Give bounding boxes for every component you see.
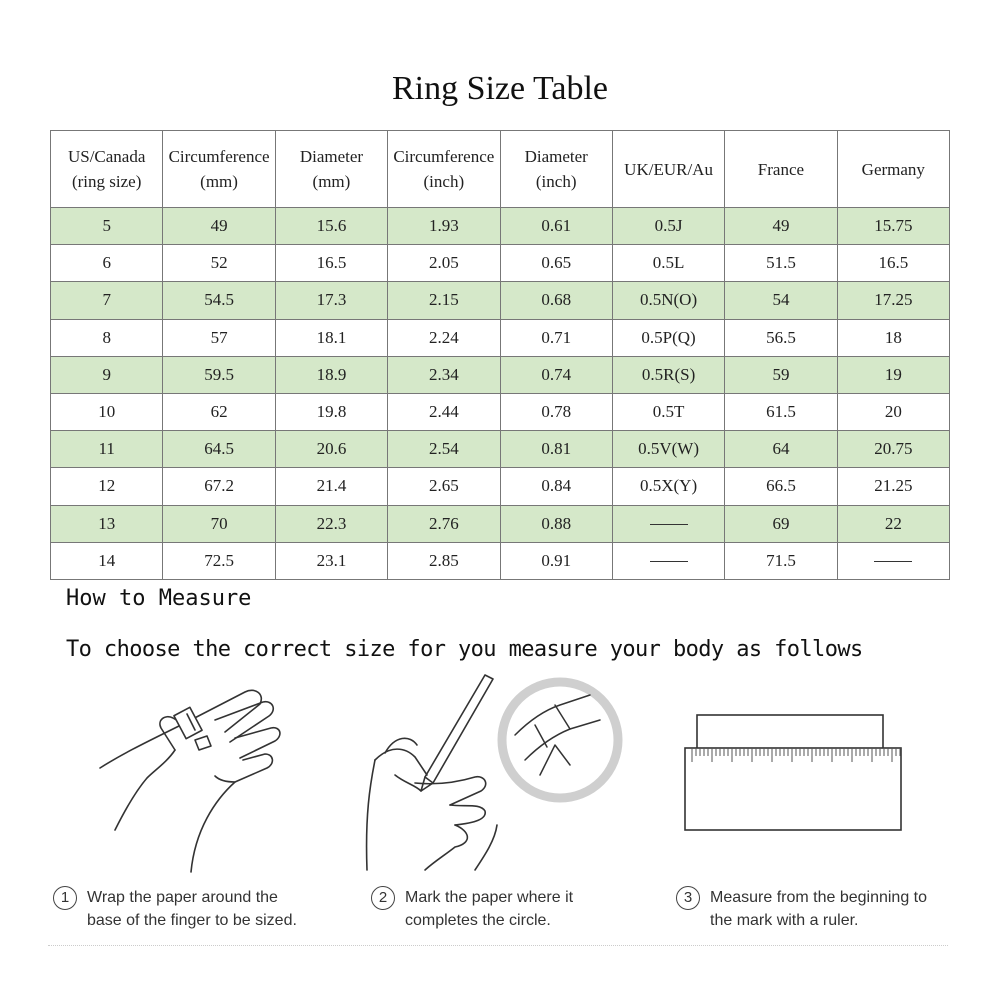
cell-diameter-mm: 17.3 [275, 282, 387, 319]
cell-diameter-mm: 16.5 [275, 245, 387, 282]
footer-divider [48, 945, 948, 946]
cell-germany: 21.25 [837, 468, 949, 505]
table-header-row [51, 131, 950, 208]
cell-us-canada: 13 [51, 505, 163, 542]
dash-mark [874, 561, 912, 562]
ring-size-table [50, 130, 950, 580]
cell-france: 71.5 [725, 542, 837, 579]
pen-mark-paper-illustration [355, 665, 625, 875]
cell-us-canada: 11 [51, 431, 163, 468]
cell-diameter-inch: 0.61 [500, 208, 612, 245]
dash-mark [650, 524, 688, 525]
table-body [51, 208, 950, 580]
cell-diameter-inch: 0.68 [500, 282, 612, 319]
page-title: Ring Size Table [391, 70, 609, 107]
table-row [51, 468, 950, 505]
cell-germany: 16.5 [837, 245, 949, 282]
cell-germany: 20.75 [837, 431, 949, 468]
cell-circumference-mm: 54.5 [163, 282, 275, 319]
cell-uk-eur-au: 0.5L [612, 245, 724, 282]
cell-germany [837, 542, 949, 579]
cell-uk-eur-au: 0.5J [612, 208, 724, 245]
cell-france: 54 [725, 282, 837, 319]
cell-circumference-mm: 67.2 [163, 468, 275, 505]
cell-france: 66.5 [725, 468, 837, 505]
cell-france: 51.5 [725, 245, 837, 282]
cell-diameter-inch: 0.81 [500, 431, 612, 468]
cell-diameter-inch: 0.78 [500, 393, 612, 430]
cell-us-canada: 14 [51, 542, 163, 579]
cell-diameter-inch: 0.91 [500, 542, 612, 579]
step-1-number: 1 [53, 886, 77, 910]
header-us-canada: US/Canada (ring size) [51, 131, 163, 208]
cell-us-canada: 6 [51, 245, 163, 282]
cell-uk-eur-au [612, 505, 724, 542]
cell-diameter-inch: 0.88 [500, 505, 612, 542]
table-row [51, 393, 950, 430]
dash-mark [650, 561, 688, 562]
table-row [51, 319, 950, 356]
cell-diameter-mm: 18.1 [275, 319, 387, 356]
cell-germany: 18 [837, 319, 949, 356]
cell-france: 61.5 [725, 393, 837, 430]
header-germany: Germany [837, 131, 949, 208]
cell-diameter-inch: 0.74 [500, 356, 612, 393]
table-row [51, 208, 950, 245]
cell-uk-eur-au [612, 542, 724, 579]
cell-circumference-mm: 70 [163, 505, 275, 542]
header-diameter-inch: Diameter (inch) [500, 131, 612, 208]
cell-us-canada: 9 [51, 356, 163, 393]
cell-circumference-mm: 49 [163, 208, 275, 245]
cell-us-canada: 8 [51, 319, 163, 356]
step-3-text: Measure from the beginning to the mark with a ruler. [710, 889, 928, 929]
cell-diameter-mm: 18.9 [275, 356, 387, 393]
table-row [51, 282, 950, 319]
cell-germany: 20 [837, 393, 949, 430]
table-row [51, 245, 950, 282]
cell-uk-eur-au: 0.5P(Q) [612, 319, 724, 356]
cell-germany: 15.75 [837, 208, 949, 245]
cell-diameter-inch: 0.71 [500, 319, 612, 356]
cell-germany: 19 [837, 356, 949, 393]
table-row [51, 542, 950, 579]
cell-circumference-mm: 59.5 [163, 356, 275, 393]
cell-us-canada: 10 [51, 393, 163, 430]
cell-circumference-inch: 2.05 [388, 245, 500, 282]
table-row [51, 505, 950, 542]
how-to-measure-heading: How to Measure [66, 586, 252, 611]
cell-france: 49 [725, 208, 837, 245]
cell-diameter-mm: 22.3 [275, 505, 387, 542]
ruler-measure-illustration [680, 710, 910, 835]
cell-circumference-inch: 1.93 [388, 208, 500, 245]
cell-uk-eur-au: 0.5N(O) [612, 282, 724, 319]
cell-us-canada: 7 [51, 282, 163, 319]
cell-circumference-inch: 2.85 [388, 542, 500, 579]
cell-circumference-mm: 57 [163, 319, 275, 356]
cell-diameter-mm: 15.6 [275, 208, 387, 245]
cell-circumference-inch: 2.24 [388, 319, 500, 356]
cell-france: 59 [725, 356, 837, 393]
cell-circumference-mm: 52 [163, 245, 275, 282]
table-row [51, 431, 950, 468]
header-circumference-mm: Circumference (mm) [163, 131, 275, 208]
cell-diameter-mm: 21.4 [275, 468, 387, 505]
cell-us-canada: 5 [51, 208, 163, 245]
cell-diameter-mm: 20.6 [275, 431, 387, 468]
cell-germany: 22 [837, 505, 949, 542]
header-diameter-mm: Diameter (mm) [275, 131, 387, 208]
cell-circumference-mm: 72.5 [163, 542, 275, 579]
cell-diameter-mm: 23.1 [275, 542, 387, 579]
cell-uk-eur-au: 0.5X(Y) [612, 468, 724, 505]
cell-us-canada: 12 [51, 468, 163, 505]
cell-circumference-mm: 62 [163, 393, 275, 430]
cell-circumference-mm: 64.5 [163, 431, 275, 468]
cell-circumference-inch: 2.54 [388, 431, 500, 468]
cell-circumference-inch: 2.44 [388, 393, 500, 430]
cell-diameter-inch: 0.65 [500, 245, 612, 282]
cell-uk-eur-au: 0.5T [612, 393, 724, 430]
cell-uk-eur-au: 0.5R(S) [612, 356, 724, 393]
cell-diameter-inch: 0.84 [500, 468, 612, 505]
cell-france: 64 [725, 431, 837, 468]
how-to-measure-subheading: To choose the correct size for you measure your body as follows [66, 637, 863, 662]
cell-circumference-inch: 2.34 [388, 356, 500, 393]
cell-uk-eur-au: 0.5V(W) [612, 431, 724, 468]
cell-france: 69 [725, 505, 837, 542]
cell-circumference-inch: 2.76 [388, 505, 500, 542]
cell-circumference-inch: 2.65 [388, 468, 500, 505]
cell-circumference-inch: 2.15 [388, 282, 500, 319]
header-circumference-inch: Circumference (inch) [388, 131, 500, 208]
step-2-number: 2 [371, 886, 395, 910]
step-2-text: Mark the paper where it completes the circle. [405, 889, 574, 929]
step-1-text: Wrap the paper around the base of the finger to be sized. [87, 889, 297, 929]
header-france: France [725, 131, 837, 208]
cell-diameter-mm: 19.8 [275, 393, 387, 430]
hand-wrap-paper-illustration [95, 680, 325, 875]
step-3-number: 3 [676, 886, 700, 910]
header-uk-eur-au: UK/EUR/Au [612, 131, 724, 208]
cell-germany: 17.25 [837, 282, 949, 319]
table-row [51, 356, 950, 393]
cell-france: 56.5 [725, 319, 837, 356]
